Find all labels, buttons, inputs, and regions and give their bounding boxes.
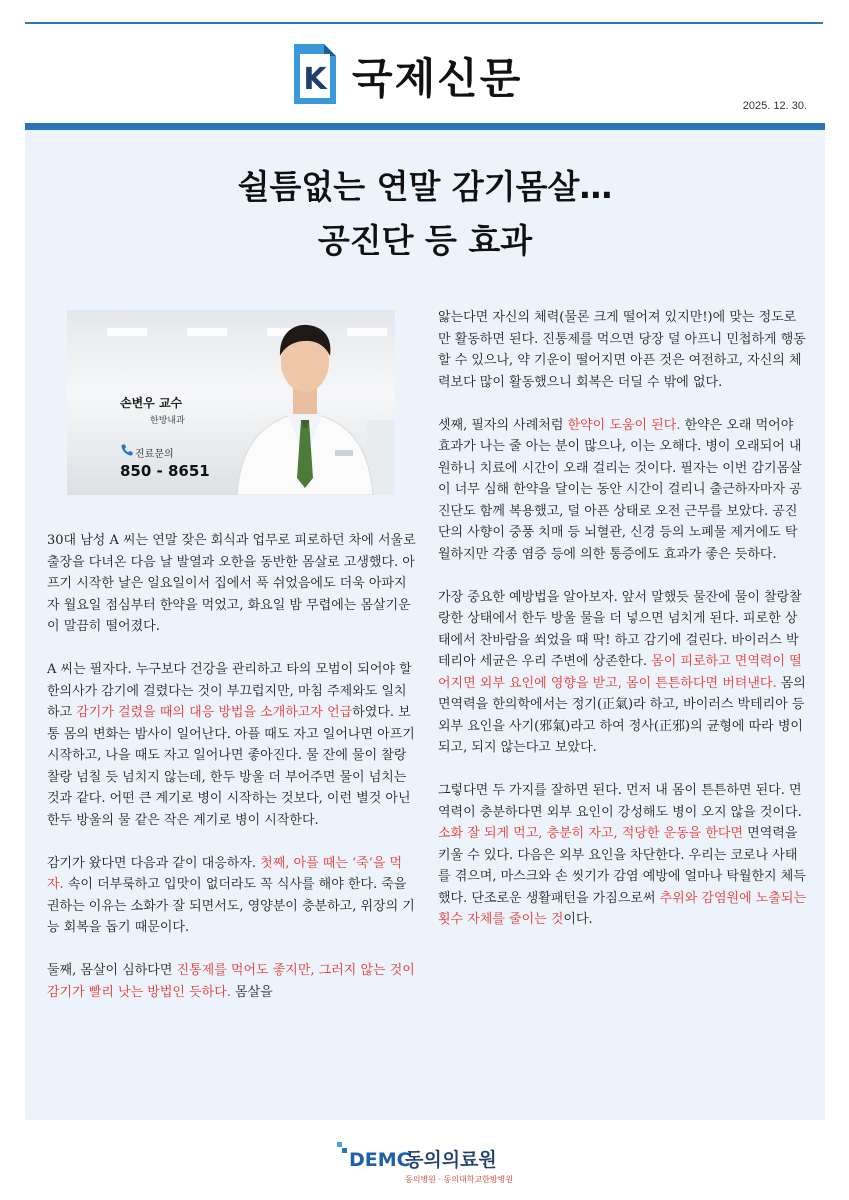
body-text: 셋째, 필자의 사례처럼 bbox=[438, 417, 568, 433]
footer-logo-text: DEMC bbox=[349, 1149, 411, 1171]
logo-letter: K bbox=[303, 62, 327, 97]
body-text: 몸살을 bbox=[230, 984, 273, 1000]
professor-photo bbox=[67, 310, 395, 495]
headline bbox=[25, 160, 825, 268]
body-text: 몸의 면역력을 한의학에서는 정기(正氣)라 하고, 바이러스 박테리아 등 외부 요인을 사기(邪氣)라고 하여 정사(正邪)의 균형에 따라 병이 되고, 되지 않는다고 보았다. bbox=[438, 675, 806, 755]
highlighted-text: 한약이 도움이 된다. bbox=[567, 417, 681, 433]
phone-number: 850 - 8651 bbox=[120, 462, 210, 480]
demc-logo-icon bbox=[333, 1138, 533, 1188]
body-text: 앓는다면 자신의 체력(물론 크게 떨어져 있지만!)에 맞는 정도로만 활동하면 된다. 진통제를 먹으면 당장 덜 아프니 민첩하게 행동할 수 있으나, 약 기운이 떨어지면 아픈 것은 여전하고, 자신의 체력보다 많이 활동했으니 회복은 더딜 수 밖에 없다. bbox=[438, 310, 806, 390]
body-text: 30대 남성 A 씨는 연말 잦은 회식과 업무로 피로하던 차에 서울로 출장을 다녀온 다음 날 발열과 오한을 동반한 몸살로 고생했다. 아프기 시작한 날은 일요일이서 집에서 푹 쉬었음에도 더욱 아파지자 월요일 점심부터 한약을 먹었고, 화요일 밤 무렵에는 몸살기운이 말끔히 떨어졌다. bbox=[47, 533, 416, 634]
article-column-right bbox=[438, 307, 808, 952]
body-text: 이다. bbox=[563, 912, 593, 927]
body-text: A 씨는 필자다. 누구보다 건강을 관리하고 타의 모범이 되어야 할 한의사가 감기에 걸렸다는 것이 부끄럽지만, 마침 주제와도 일치하고 bbox=[47, 662, 412, 720]
article-panel bbox=[25, 130, 825, 1120]
highlighted-text: 진통제를 먹어도 좋지만, 그러지 않는 것이 감기가 빨리 낫는 방법인 듯하다. bbox=[47, 963, 415, 1000]
hospital-name: 동의의료원 bbox=[405, 1149, 497, 1171]
paragraph-7 bbox=[438, 587, 808, 759]
phone-icon bbox=[120, 443, 134, 457]
top-rule bbox=[25, 22, 823, 24]
masthead bbox=[0, 40, 849, 110]
body-text: 둘째, 몸살이 심하다면 bbox=[47, 963, 177, 978]
highlighted-text: 감기가 걸렸을 때의 대응 방법을 소개하고자 언급 bbox=[76, 705, 353, 720]
department: 한방내과 bbox=[150, 416, 185, 426]
body-text: 감기가 왔다면 다음과 같이 대응하자. bbox=[47, 855, 261, 871]
paragraph-8 bbox=[438, 780, 808, 931]
paragraph-4 bbox=[47, 960, 417, 1003]
highlighted-text: 첫째, 아플 때는 ‘죽’을 먹자. bbox=[47, 855, 403, 892]
footer bbox=[0, 1135, 849, 1190]
body-text: 하였다. 보통 몸의 변화는 밤사이 일어난다. 아플 때도 자고 일어나면 아프기 시작하고, 나을 때도 자고 일어나면 좋아진다. 물 잔에 물이 찰랑찰랑 넘칠 듯 넘치지 않는데, 한두 방울 더 부어주면 물이 넘치는 것과 같다. 어떤 큰 계기로 병이 시작하는 것보다, 이런 별것 아닌 한두 방울의 물 같은 작은 계기로 병이 시작한다. bbox=[47, 705, 415, 828]
body-text: 속이 더부룩하고 입맛이 없더라도 꼭 식사를 해야 한다. 죽을 권하는 이유는 소화가 잘 되면서도, 영양분이 충분하고, 위장의 기능 회복을 돕기 때문이다. bbox=[47, 877, 415, 935]
highlighted-text: 몸이 피로하고 면역력이 떨어지면 외부 요인에 영향을 받고, 몸이 튼튼하다면 버텨낸다. bbox=[438, 654, 802, 691]
highlighted-text: 추위와 감염원에 노출되는 횟수 자체를 줄이는 것 bbox=[438, 890, 806, 927]
professor-name: 손변우 교수 bbox=[120, 396, 183, 410]
phone-label: 진료문의 bbox=[135, 449, 174, 460]
professor-figure bbox=[217, 310, 395, 495]
body-text: 가장 중요한 예방법을 알아보자. 앞서 말했듯 물잔에 물이 찰랑찰랑한 상태에서 한두 방울 물을 더 넣으면 넘치게 된다. 피로한 상태에서 찬바람을 쐬었을 때 딱! 하고 감기에 걸린다. 바이러스 박테리아 세균은 우리 주변에 상존한다. bbox=[438, 589, 802, 669]
highlighted-text: 소화 잘 되게 먹고, 충분히 자고, 적당한 운동을 한다면 bbox=[438, 826, 744, 841]
paragraph-6 bbox=[438, 415, 808, 566]
kookje-logo-icon bbox=[290, 42, 338, 106]
header-bar bbox=[25, 123, 825, 130]
paragraph-2 bbox=[47, 659, 417, 831]
headline-line-1: 쉴틈없는 연말 감기몸살… bbox=[237, 167, 613, 206]
article-column-left bbox=[47, 530, 417, 1025]
body-text: 면역력을 키울 수 있다. 다음은 외부 요인을 차단한다. 우리는 코로나 사태를 겪으며, 마스크와 손 씻기가 감염 예방에 얼마나 탁월한지 체득했다. 단조로운 생활패턴을 가짐으로써 bbox=[438, 826, 806, 906]
hospital-subtext: 동의병원 · 동의대학교한방병원 bbox=[405, 1175, 514, 1184]
paragraph-5 bbox=[438, 307, 808, 393]
body-text: 한약은 오래 먹어야 효과가 나는 줄 아는 분이 많으나, 이는 오해다. 병이 오래되어 내원하니 치료에 시간이 오래 걸리는 것이다. 필자는 이번 감기몸살이 너무 심해 한약을 달이는 동안 시간이 걸리니 출근하자마자 공진단도 함께 복용했고, 덜 아픈 상태로 오전 근무를 보았다. 공진단의 사향이 중풍 치매 등 뇌혈관, 신경 등의 노폐물 제거에도 탁월하지만 각종 염증 등에 의한 통증에도 효과가 좋은 듯하다. bbox=[438, 417, 802, 562]
paragraph-3 bbox=[47, 853, 417, 939]
paragraph-1 bbox=[47, 530, 417, 638]
paper-name: 국제신문 bbox=[352, 54, 523, 103]
body-text: 그렇다면 두 가지를 잘하면 된다. 먼저 내 몸이 튼튼하면 된다. 면역력이 충분하다면 외부 요인이 강성해도 병이 오지 않을 것이다. bbox=[438, 783, 802, 820]
headline-line-2: 공진단 등 효과 bbox=[317, 221, 533, 260]
publish-date: 2025. 12. 30. bbox=[742, 100, 807, 112]
